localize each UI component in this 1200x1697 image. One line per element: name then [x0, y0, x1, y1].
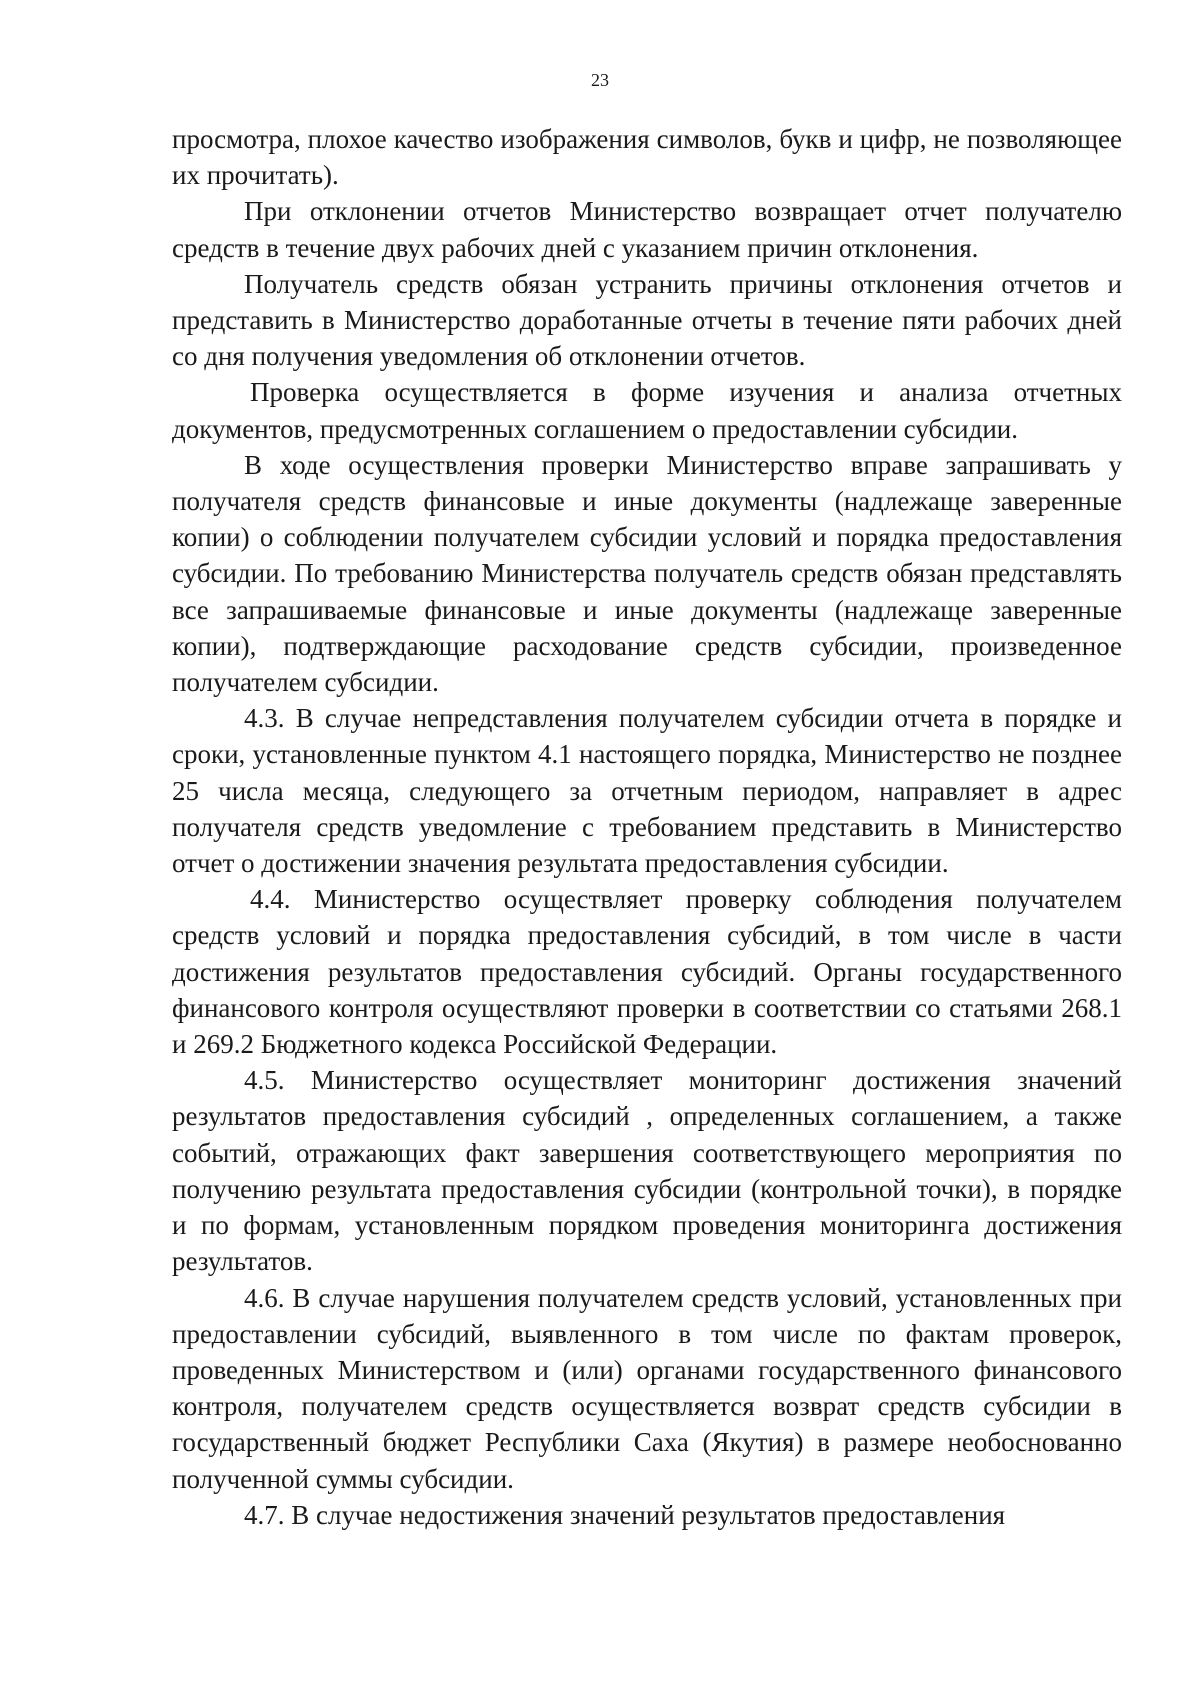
paragraph-check-form: Проверка осуществляется в форме изучения и анализа отчетных документов, предусмотренных соглашением о предоставлении субсидии. — [172, 377, 1122, 444]
document-body — [172, 121, 1122, 1533]
paragraph-4-5: 4.5. Министерство осуществляет мониторинг достижения значений результатов предоставления субсидий , определенных соглашением, а также событий, отражающих факт завершения соответствующего мероприятия по получению результата предоставления субсидии (контрольной точки), в порядке и по формам, установленным порядком проведения мониторинга достижения результатов. — [172, 1065, 1122, 1277]
paragraph-check-documents: В ходе осуществления проверки Министерство вправе запрашивать у получателя средств финансовые и иные документы (надлежаще заверенные копии) о соблюдении получателем субсидии условий и порядка предоставления субсидии. По требованию Министерства получатель средств обязан представлять все запрашиваемые финансовые и иные документы (надлежаще заверенные копии), подтверждающие расходование средств субсидии, произведенное получателем субсидии. — [172, 449, 1122, 698]
page-number: 23 — [591, 70, 609, 90]
paragraph-4-6: 4.6. В случае нарушения получателем средств условий, установленных при предоставлении субсидий, выявленного в том числе по фактам проверок, проведенных Министерством и (или) органами государственного финансового контроля, получателем средств осуществляется возврат средств субсидии в государственный бюджет Республики Саха (Якутия) в размере необоснованно полученной суммы субсидии. — [172, 1282, 1122, 1494]
paragraph-report-rejection: При отклонении отчетов Министерство возвращает отчет получателю средств в течение двух рабочих дней с указанием причин отклонения. — [172, 196, 1122, 263]
paragraph-4-4: 4.4. Министерство осуществляет проверку соблюдения получателем средств условий и порядка предоставления субсидий, в том числе в части достижения результатов предоставления субсидий. Органы государственного финансового контроля осуществляют проверки в соответствии со статьями 268.1 и 269.2 Бюджетного кодекса Российской Федерации. — [172, 884, 1122, 1060]
paragraph-continuation: просмотра, плохое качество изображения символов, букв и цифр, не позволяющее их прочитать). — [172, 124, 1122, 191]
paragraph-4-3: 4.3. В случае непредставления получателем субсидии отчета в порядке и сроки, установленные пунктом 4.1 настоящего порядка, Министерство не позднее 25 числа месяца, следующего за отчетным периодом, направляет в адрес получателя средств уведомление с требованием представить в Министерство отчет о достижении значения результата предоставления субсидии. — [172, 703, 1122, 879]
paragraph-fix-reasons: Получатель средств обязан устранить причины отклонения отчетов и представить в Министерство доработанные отчеты в течение пяти рабочих дней со дня получения уведомления об отклонении отчетов. — [172, 268, 1122, 372]
paragraph-4-7: 4.7. В случае недостижения значений результатов предоставления — [244, 1499, 1006, 1530]
